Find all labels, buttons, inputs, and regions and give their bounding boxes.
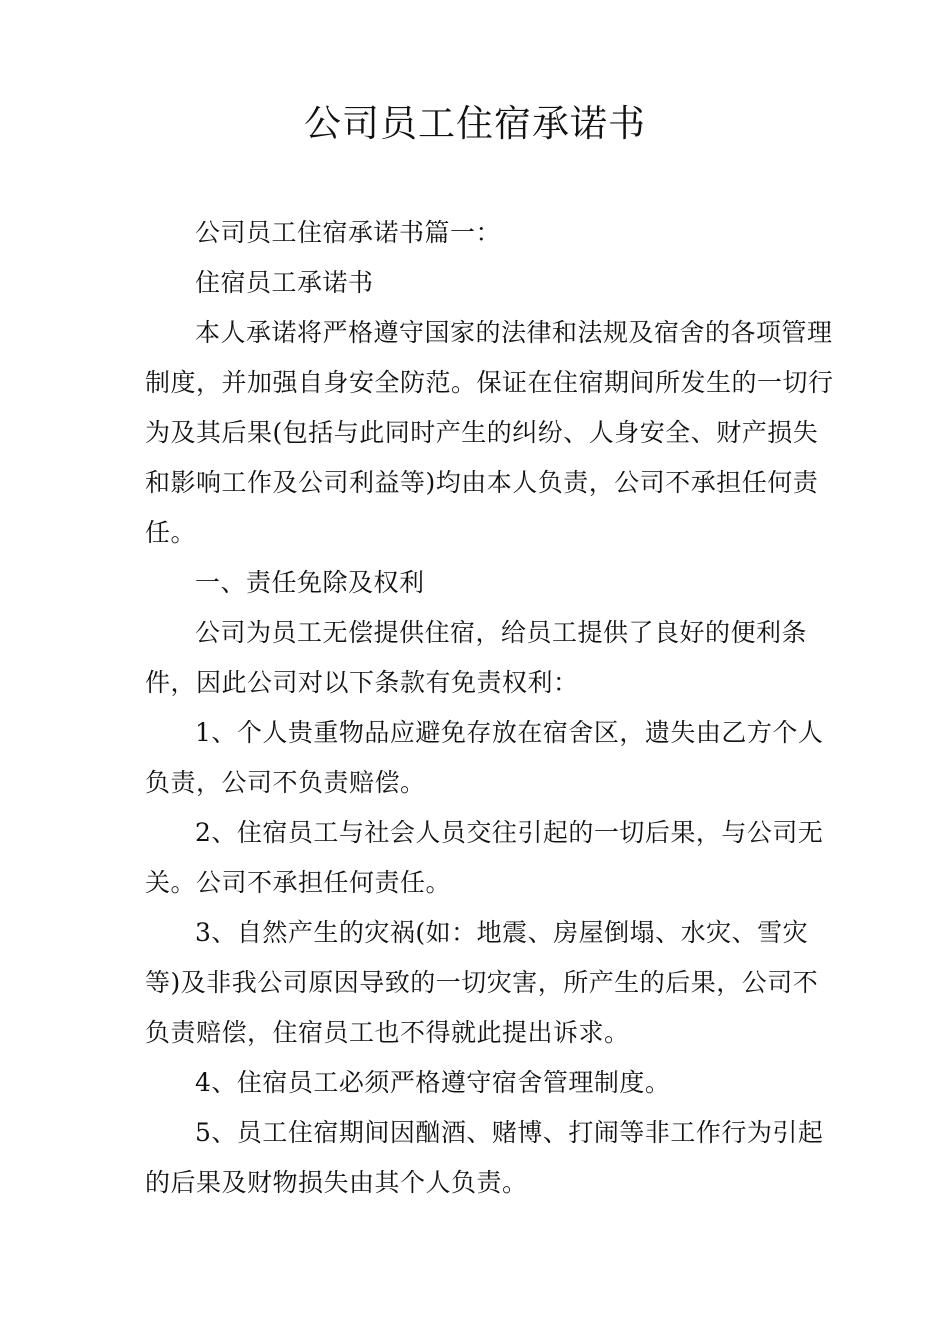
document-body — [145, 208, 835, 1208]
clause-item: 3、自然产生的灾祸(如：地震、房屋倒塌、水灾、雪灾等)及非我公司原因导致的一切灾害，所产生的后果，公司不负责赔偿，住宿员工也不得就此提出诉求。 — [145, 918, 819, 1047]
clause-heading: 一、责任免除及权利 — [195, 568, 425, 597]
section-heading: 公司员工住宿承诺书篇一： — [195, 218, 502, 247]
clause-item: 1、个人贵重物品应避免存放在宿舍区，遗失由乙方个人负责，公司不负责赔偿。 — [145, 718, 824, 797]
clause-item: 5、员工住宿期间因酗酒、赌博、打闹等非工作行为引起的后果及财物损失由其个人负责。 — [145, 1118, 824, 1197]
paragraph: 本人承诺将严格遵守国家的法律和法规及宿舍的各项管理制度，并加强自身安全防范。保证在住宿期间所发生的一切行为及其后果(包括与此同时产生的纠纷、人身安全、财产损失和影响工作及公司利益等)均由本人负责，公司不承担任何责任。 — [145, 318, 834, 547]
paragraph: 公司为员工无偿提供住宿，给员工提供了良好的便利条件，因此公司对以下条款有免责权利： — [145, 618, 808, 697]
clause-item: 2、住宿员工与社会人员交往引起的一切后果，与公司无关。公司不承担任何责任。 — [145, 818, 824, 897]
subtitle: 住宿员工承诺书 — [195, 268, 374, 297]
page-title: 公司员工住宿承诺书 — [304, 102, 646, 145]
clause-item: 4、住宿员工必须严格遵守宿舍管理制度。 — [195, 1068, 671, 1097]
